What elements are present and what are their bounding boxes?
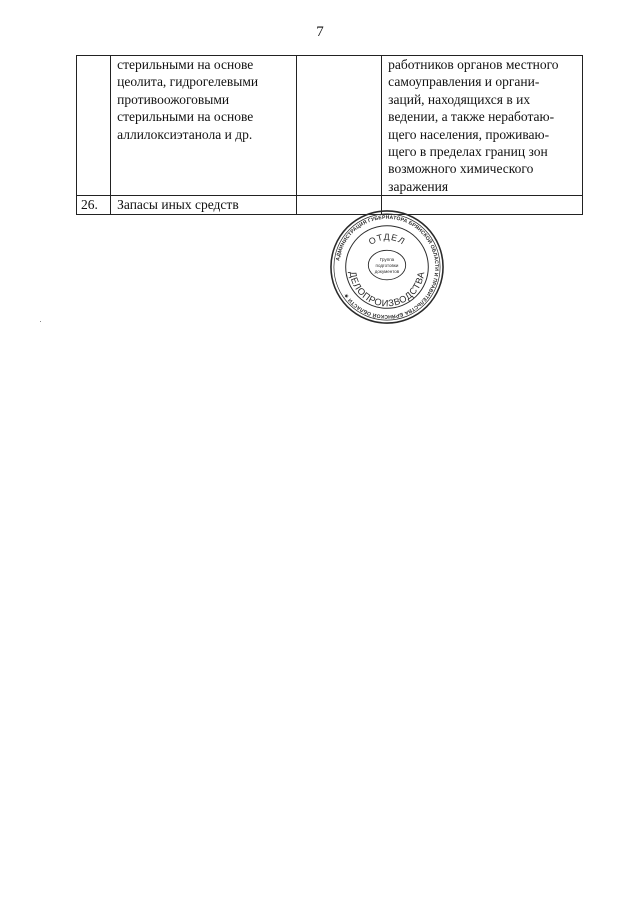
item-name-line: стерильными на основе [117,109,254,125]
seal-center-line: Группа [379,257,395,263]
item-name-cell [111,56,297,196]
row-number-cell [77,56,111,196]
item-name-line: аллилоксиэтанола и др. [117,126,253,142]
purpose-line: щего в пределах границ зон [388,144,548,160]
purpose-cell [382,56,583,196]
purpose-line: возможного химического [388,161,534,177]
item-name-line: противоожоговыми [117,91,230,107]
seal-center-line: документов [374,268,400,274]
svg-text:ДЕЛОПРОИЗВОДСТВА [348,270,427,308]
item-name-cell: Запасы иных средств [111,196,297,214]
row-number-cell: 26. [77,196,111,214]
purpose-line: самоуправления и органи- [388,74,540,90]
item-name-line: цеолита, гидрогелевыми [117,74,259,90]
seal-middle-arc: ДЕЛОПРОИЗВОДСТВА [347,270,427,309]
document-table [76,55,583,215]
page-number: 7 [316,24,324,40]
purpose-line: заражения [388,178,449,194]
purpose-line: заций, находящихся в их [388,91,531,107]
seal-top-word: ОТДЕЛ [366,231,408,247]
svg-text:ОТДЕЛ [367,232,407,247]
seal-outer-text: АДМИНИСТРАЦИЯ ГУБЕРНАТОРА БРЯНСКОЙ ОБЛАСТИ И ПРАВИТЕЛЬСТВА БРЯНСКОЙ ОБЛАСТИ ★ [335,214,440,320]
quantity-cell [296,56,381,196]
table-row [77,56,583,196]
seal-center-line: подготовки [375,263,399,268]
scan-artifact-dot [40,321,41,322]
purpose-line: работников органов местного [388,57,559,72]
item-name-line: стерильными на основе [117,57,254,72]
official-seal-stamp [328,208,446,326]
purpose-line: ведении, а также неработаю- [388,109,555,125]
purpose-line: щего населения, проживаю- [388,126,550,142]
